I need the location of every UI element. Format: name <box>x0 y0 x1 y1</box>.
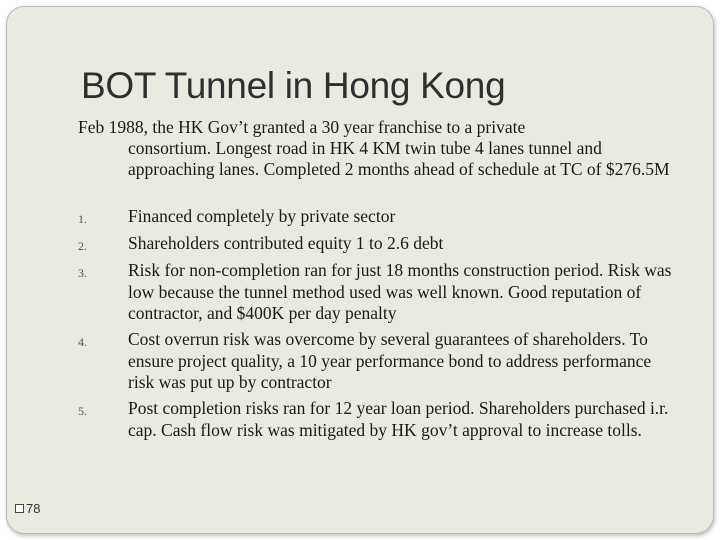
slide-title: BOT Tunnel in Hong Kong <box>81 65 506 106</box>
list-item-text: Financed completely by private sector <box>128 206 396 226</box>
list-item <box>78 260 678 325</box>
list-item-number: 5. <box>78 404 87 418</box>
bullet-square-icon <box>15 504 24 513</box>
page-number <box>15 501 40 516</box>
list-item <box>78 398 678 441</box>
list-item-text: Shareholders contributed equity 1 to 2.6 debt <box>128 233 444 253</box>
list-item-text: Post completion risks ran for 12 year loan period. Shareholders purchased i.r. cap. Cash flow risk was mitigated by HK gov’t approval to increase tolls. <box>128 398 669 440</box>
list-item-text: Cost overrun risk was overcome by several guarantees of shareholders. To ensure project quality, a 10 year performance bond to address performance risk was put up by contractor <box>128 329 652 392</box>
list-item-number: 2. <box>78 239 87 253</box>
intro-continuation: consortium. Longest road in HK 4 KM twin tube 4 lanes tunnel and approaching lanes. Completed 2 months ahead of schedule at TC of $276.5M <box>128 138 670 179</box>
list-item <box>78 206 678 228</box>
list-item <box>78 233 678 255</box>
list-item-text: Risk for non-completion ran for just 18 months construction period. Risk was low because the tunnel method used was well known. Good reputation of contractor, and $400K per day penalty <box>128 260 672 323</box>
list-item-number: 1. <box>78 212 87 226</box>
page-number-text: 78 <box>26 501 41 516</box>
intro-first-line: Feb 1988, the HK Gov’t granted a 30 year franchise to a private <box>78 117 526 137</box>
intro-paragraph <box>78 117 678 180</box>
list-item <box>78 329 678 394</box>
list-item-number: 4. <box>78 335 87 349</box>
list-item-number: 3. <box>78 266 87 280</box>
